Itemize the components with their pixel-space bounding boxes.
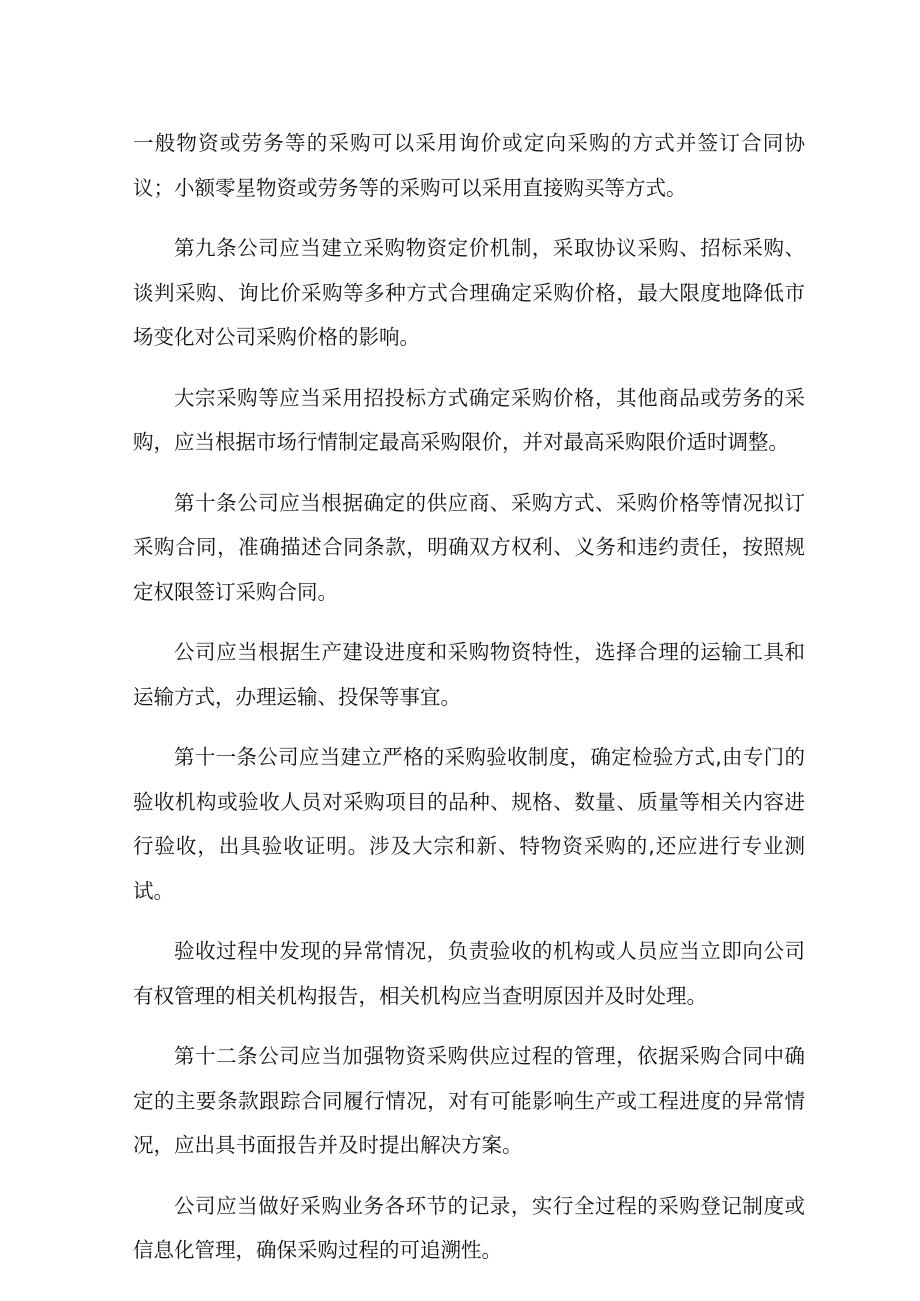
paragraph-2: 第九条公司应当建立采购物资定价机制，采取协议采购、招标采购、谈判采购、询比价采购等多种方式合理确定采购价格，最大限度地降低市场变化对公司采购价格的影响。: [133, 236, 805, 349]
paragraph-4: 第十条公司应当根据确定的供应商、采购方式、采购价格等情况拟订采购合同，准确描述合同条款，明确双方权利、义务和违约责任，按照规定权限签订采购合同。: [133, 490, 805, 604]
paragraph-3: 大宗采购等应当采用招投标方式确定采购价格，其他商品或劳务的采购，应当根据市场行情制定最高采购限价，并对最高采购限价适时调整。: [133, 385, 805, 454]
paragraph-5: 公司应当根据生产建设进度和采购物资特性，选择合理的运输工具和运输方式，办理运输、投保等事宜。: [133, 640, 805, 709]
paragraph-9: 公司应当做好采购业务各环节的记录，实行全过程的采购登记制度或信息化管理，确保采购过程的可追溯性。: [133, 1193, 805, 1262]
paragraph-1: 一般物资或劳务等的采购可以采用询价或定向采购的方式并签订合同协议；小额零星物资或劳务等的采购可以采用直接购买等方式。: [133, 131, 805, 200]
paragraph-8: 第十二条公司应当加强物资采购供应过程的管理，依据采购合同中确定的主要条款跟踪合同履行情况，对有可能影响生产或工程进度的异常情况，应出具书面报告并及时提出解决方案。: [133, 1044, 805, 1157]
paragraph-6: 第十一条公司应当建立严格的采购验收制度，确定检验方式,由专门的验收机构或验收人员对采购项目的品种、规格、数量、质量等相关内容进行验收，出具验收证明。涉及大宗和新、特物资采购的,还应进行专业测试。: [133, 745, 805, 903]
document-body: [133, 121, 805, 1289]
paragraph-7: 验收过程中发现的异常情况，负责验收的机构或人员应当立即向公司有权管理的相关机构报告，相关机构应当查明原因并及时处理。: [133, 939, 805, 1008]
